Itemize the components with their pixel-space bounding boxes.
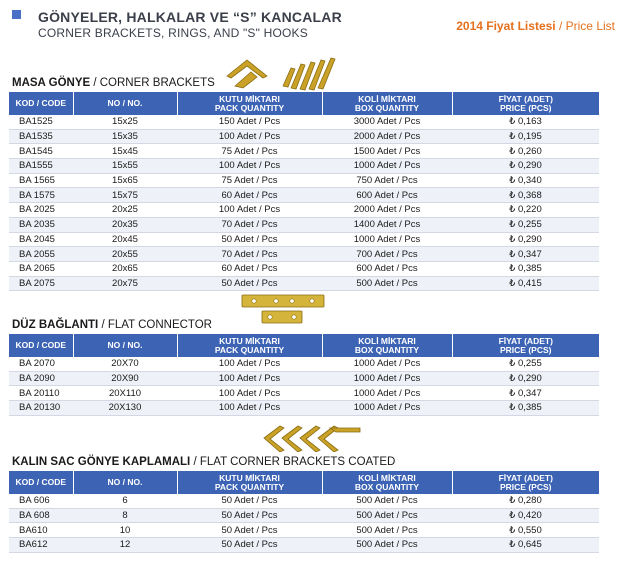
cell-no: 15x35 xyxy=(73,129,177,144)
cell-price: ₺ 0,290 xyxy=(452,371,599,386)
cell-price: ₺ 0,385 xyxy=(452,261,599,276)
cell-box-qty: 500 Adet / Pcs xyxy=(322,494,452,508)
coated-brackets-image xyxy=(260,422,364,452)
cell-no: 20X130 xyxy=(73,401,177,416)
cell-price: ₺ 0,195 xyxy=(452,129,599,144)
cell-pack-qty: 100 Adet / Pcs xyxy=(177,386,322,401)
page-subtitle: CORNER BRACKETS, RINGS, AND "S" HOOKS xyxy=(38,26,308,40)
cell-no: 20x25 xyxy=(73,203,177,218)
col-header-pack-tr: KUTU MİKTARI xyxy=(219,472,280,483)
section-title-en: / FLAT CONNECTOR xyxy=(98,319,212,331)
table-row xyxy=(9,261,599,276)
col-header-no: NO / NO. xyxy=(73,92,177,115)
cell-price: ₺ 0,255 xyxy=(452,357,599,371)
table-body xyxy=(9,494,599,552)
cell-pack-qty: 50 Adet / Pcs xyxy=(177,494,322,508)
cell-price: ₺ 0,368 xyxy=(452,188,599,203)
cell-no: 20X70 xyxy=(73,357,177,371)
page-header xyxy=(0,0,629,48)
cell-price: ₺ 0,340 xyxy=(452,173,599,188)
cell-price: ₺ 0,420 xyxy=(452,508,599,523)
cell-box-qty: 1000 Adet / Pcs xyxy=(322,371,452,386)
col-header-box-tr: KOLİ MİKTARI xyxy=(358,472,416,483)
cell-code: BA 2090 xyxy=(9,371,73,386)
cell-pack-qty: 70 Adet / Pcs xyxy=(177,247,322,262)
col-header-price-en: PRICE (PCS) xyxy=(500,481,552,492)
table-row xyxy=(9,203,599,218)
cell-pack-qty: 60 Adet / Pcs xyxy=(177,188,322,203)
cell-box-qty: 600 Adet / Pcs xyxy=(322,188,452,203)
cell-price: ₺ 0,163 xyxy=(452,115,599,129)
cell-code: BA612 xyxy=(9,538,73,553)
col-header-box xyxy=(322,334,452,357)
cell-no: 6 xyxy=(73,494,177,508)
section-title-flat-connector xyxy=(12,319,212,331)
table-row xyxy=(9,144,599,159)
cell-pack-qty: 70 Adet / Pcs xyxy=(177,217,322,232)
cell-code: BA1535 xyxy=(9,129,73,144)
cell-price: ₺ 0,220 xyxy=(452,203,599,218)
col-header-price-tr: FİYAT (ADET) xyxy=(498,472,553,483)
col-header-no: NO / NO. xyxy=(73,471,177,494)
cell-pack-qty: 75 Adet / Pcs xyxy=(177,144,322,159)
cell-code: BA 2025 xyxy=(9,203,73,218)
cell-code: BA1525 xyxy=(9,115,73,129)
col-header-price-en: PRICE (PCS) xyxy=(500,344,552,355)
cell-no: 12 xyxy=(73,538,177,553)
cell-code: BA 608 xyxy=(9,508,73,523)
cell-no: 20x35 xyxy=(73,217,177,232)
col-header-no: NO / NO. xyxy=(73,334,177,357)
cell-pack-qty: 50 Adet / Pcs xyxy=(177,232,322,247)
table-row xyxy=(9,159,599,174)
section-title-tr: DÜZ BAĞLANTI xyxy=(12,319,99,331)
cell-box-qty: 2000 Adet / Pcs xyxy=(322,203,452,218)
cell-code: BA1545 xyxy=(9,144,73,159)
table-coated-brackets xyxy=(9,471,599,553)
table-row xyxy=(9,508,599,523)
cell-price: ₺ 0,255 xyxy=(452,217,599,232)
col-header-pack xyxy=(177,471,322,494)
cell-box-qty: 500 Adet / Pcs xyxy=(322,508,452,523)
cell-price: ₺ 0,550 xyxy=(452,523,599,538)
col-header-box xyxy=(322,92,452,115)
section-title-en: / FLAT CORNER BRACKETS COATED xyxy=(190,456,396,468)
cell-pack-qty: 100 Adet / Pcs xyxy=(177,159,322,174)
cell-price: ₺ 0,290 xyxy=(452,159,599,174)
table-flat-connector xyxy=(9,334,599,416)
table-row xyxy=(9,357,599,371)
cell-pack-qty: 100 Adet / Pcs xyxy=(177,371,322,386)
cell-code: BA 2045 xyxy=(9,232,73,247)
cell-code: BA 20110 xyxy=(9,386,73,401)
cell-box-qty: 1000 Adet / Pcs xyxy=(322,357,452,371)
cell-box-qty: 600 Adet / Pcs xyxy=(322,261,452,276)
table-corner-brackets xyxy=(9,92,599,291)
cell-code: BA 1565 xyxy=(9,173,73,188)
cell-code: BA 20130 xyxy=(9,401,73,416)
cell-box-qty: 700 Adet / Pcs xyxy=(322,247,452,262)
cell-box-qty: 2000 Adet / Pcs xyxy=(322,129,452,144)
cell-no: 15x55 xyxy=(73,159,177,174)
cell-code: BA1555 xyxy=(9,159,73,174)
col-header-price-en: PRICE (PCS) xyxy=(500,102,552,113)
table-row xyxy=(9,129,599,144)
table-row xyxy=(9,173,599,188)
col-header-price xyxy=(452,92,599,115)
section-title-coated-brackets xyxy=(12,456,395,468)
cell-box-qty: 500 Adet / Pcs xyxy=(322,276,452,291)
col-header-box-en: BOX QUANTITY xyxy=(354,102,420,113)
cell-code: BA 2075 xyxy=(9,276,73,291)
table-row xyxy=(9,276,599,291)
cell-code: BA 2035 xyxy=(9,217,73,232)
col-header-pack-tr: KUTU MİKTARI xyxy=(219,93,280,104)
cell-pack-qty: 100 Adet / Pcs xyxy=(177,401,322,416)
cell-no: 15x25 xyxy=(73,115,177,129)
table-body xyxy=(9,115,599,291)
section-title-corner-brackets xyxy=(12,77,215,89)
price-list-separator: / xyxy=(555,19,566,33)
col-header-pack-en: PACK QUANTITY xyxy=(214,481,285,492)
cell-pack-qty: 60 Adet / Pcs xyxy=(177,261,322,276)
cell-pack-qty: 100 Adet / Pcs xyxy=(177,357,322,371)
table-body xyxy=(9,357,599,415)
cell-code: BA610 xyxy=(9,523,73,538)
cell-box-qty: 1400 Adet / Pcs xyxy=(322,217,452,232)
cell-box-qty: 500 Adet / Pcs xyxy=(322,538,452,553)
cell-pack-qty: 50 Adet / Pcs xyxy=(177,508,322,523)
cell-no: 10 xyxy=(73,523,177,538)
cell-code: BA 2065 xyxy=(9,261,73,276)
cell-price: ₺ 0,260 xyxy=(452,144,599,159)
col-header-box-tr: KOLİ MİKTARI xyxy=(358,335,416,346)
page-title: GÖNYELER, HALKALAR VE “S” KANCALAR xyxy=(38,9,342,25)
col-header-code: KOD / CODE xyxy=(9,92,73,115)
col-header-pack-tr: KUTU MİKTARI xyxy=(219,335,280,346)
cell-price: ₺ 0,415 xyxy=(452,276,599,291)
cell-no: 15x65 xyxy=(73,173,177,188)
cell-pack-qty: 100 Adet / Pcs xyxy=(177,129,322,144)
cell-price: ₺ 0,280 xyxy=(452,494,599,508)
col-header-code: KOD / CODE xyxy=(9,334,73,357)
col-header-price xyxy=(452,334,599,357)
col-header-pack xyxy=(177,334,322,357)
cell-no: 20x65 xyxy=(73,261,177,276)
price-list-label xyxy=(456,19,615,33)
table-row xyxy=(9,401,599,416)
col-header-price xyxy=(452,471,599,494)
cell-box-qty: 1000 Adet / Pcs xyxy=(322,401,452,416)
table-row xyxy=(9,494,599,508)
col-header-pack xyxy=(177,92,322,115)
section-title-tr: MASA GÖNYE xyxy=(12,77,91,89)
cell-no: 20x75 xyxy=(73,276,177,291)
cell-pack-qty: 50 Adet / Pcs xyxy=(177,523,322,538)
cell-code: BA 2055 xyxy=(9,247,73,262)
cell-pack-qty: 75 Adet / Pcs xyxy=(177,173,322,188)
cell-code: BA 606 xyxy=(9,494,73,508)
col-header-price-tr: FİYAT (ADET) xyxy=(498,93,553,104)
table-row xyxy=(9,523,599,538)
cell-box-qty: 1000 Adet / Pcs xyxy=(322,159,452,174)
cell-code: BA 1575 xyxy=(9,188,73,203)
col-header-box-en: BOX QUANTITY xyxy=(354,481,420,492)
table-row xyxy=(9,386,599,401)
section-title-tr: KALIN SAC GÖNYE KAPLAMALI xyxy=(12,456,191,468)
header-square-icon xyxy=(12,10,21,19)
cell-box-qty: 3000 Adet / Pcs xyxy=(322,115,452,129)
cell-no: 15x75 xyxy=(73,188,177,203)
table-row xyxy=(9,115,599,129)
table-row xyxy=(9,217,599,232)
cell-price: ₺ 0,347 xyxy=(452,247,599,262)
col-header-price-tr: FİYAT (ADET) xyxy=(498,335,553,346)
col-header-box-tr: KOLİ MİKTARI xyxy=(358,93,416,104)
cell-no: 15x45 xyxy=(73,144,177,159)
cell-no: 20X90 xyxy=(73,371,177,386)
cell-no: 20x45 xyxy=(73,232,177,247)
corner-brackets-image xyxy=(225,56,340,92)
price-list-en: Price List xyxy=(565,19,615,33)
cell-pack-qty: 50 Adet / Pcs xyxy=(177,538,322,553)
table-row xyxy=(9,232,599,247)
table-row xyxy=(9,188,599,203)
cell-code: BA 2070 xyxy=(9,357,73,371)
table-row xyxy=(9,247,599,262)
cell-price: ₺ 0,290 xyxy=(452,232,599,247)
col-header-box-en: BOX QUANTITY xyxy=(354,344,420,355)
price-list-year: 2014 Fiyat Listesi xyxy=(456,19,556,33)
cell-box-qty: 1000 Adet / Pcs xyxy=(322,386,452,401)
table-row xyxy=(9,371,599,386)
cell-no: 20X110 xyxy=(73,386,177,401)
cell-box-qty: 1500 Adet / Pcs xyxy=(322,144,452,159)
flat-connector-image xyxy=(240,292,326,326)
col-header-code: KOD / CODE xyxy=(9,471,73,494)
cell-price: ₺ 0,347 xyxy=(452,386,599,401)
cell-box-qty: 500 Adet / Pcs xyxy=(322,523,452,538)
cell-box-qty: 1000 Adet / Pcs xyxy=(322,232,452,247)
table-row xyxy=(9,538,599,553)
col-header-pack-en: PACK QUANTITY xyxy=(214,102,285,113)
cell-pack-qty: 100 Adet / Pcs xyxy=(177,203,322,218)
cell-no: 8 xyxy=(73,508,177,523)
cell-box-qty: 750 Adet / Pcs xyxy=(322,173,452,188)
cell-pack-qty: 50 Adet / Pcs xyxy=(177,276,322,291)
cell-price: ₺ 0,645 xyxy=(452,538,599,553)
col-header-box xyxy=(322,471,452,494)
cell-price: ₺ 0,385 xyxy=(452,401,599,416)
col-header-pack-en: PACK QUANTITY xyxy=(214,344,285,355)
section-title-en: / CORNER BRACKETS xyxy=(90,77,215,89)
cell-pack-qty: 150 Adet / Pcs xyxy=(177,115,322,129)
cell-no: 20x55 xyxy=(73,247,177,262)
